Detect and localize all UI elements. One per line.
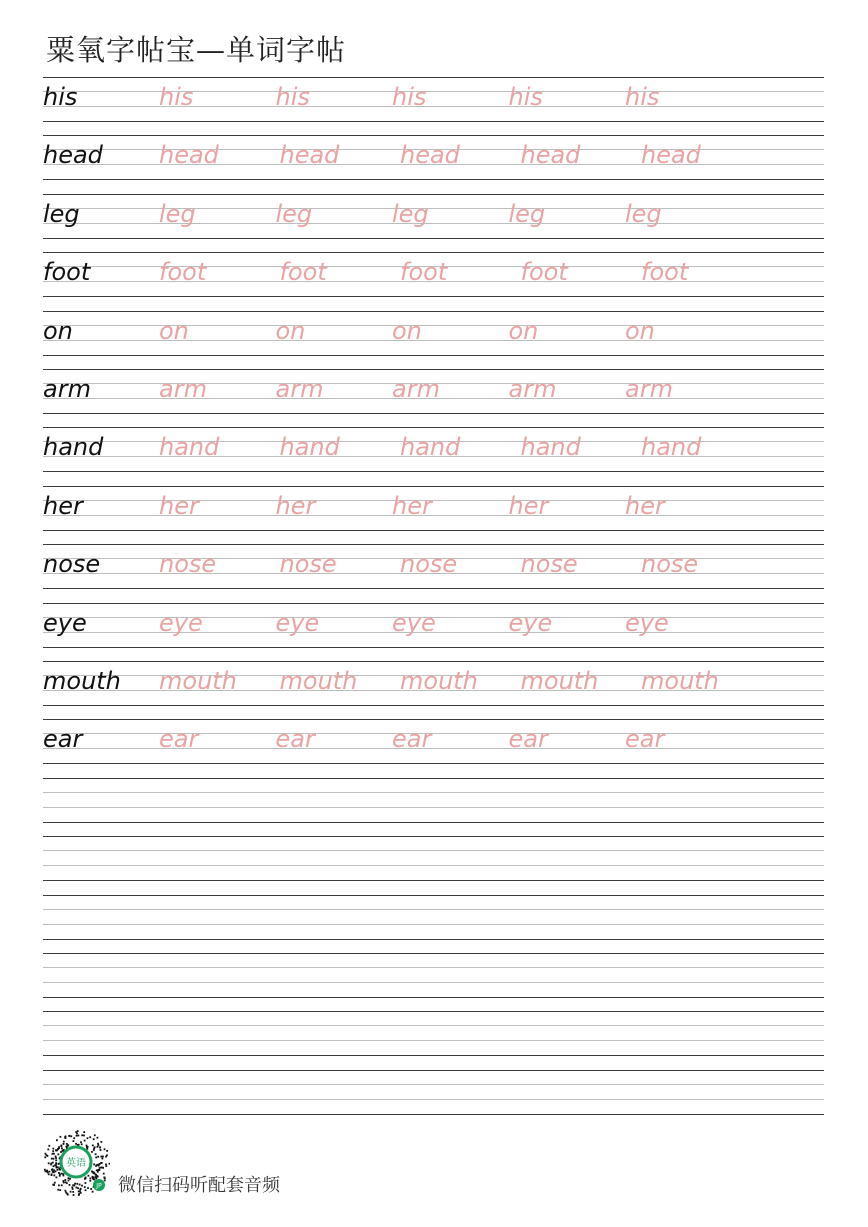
ruled-line: [43, 778, 824, 779]
ruled-line: [43, 588, 824, 589]
trace-word: leg: [508, 199, 546, 228]
trace-word: on: [625, 316, 655, 345]
ruled-line: [43, 296, 824, 297]
ruled-line: [43, 939, 824, 940]
trace-word: head: [400, 141, 460, 170]
footer-text: 微信扫码听配套音频: [118, 1175, 280, 1196]
trace-word: nose: [159, 550, 217, 579]
trace-word: hand: [400, 433, 461, 462]
model-word: eye: [43, 608, 87, 637]
ruled-line: [43, 179, 824, 180]
trace-word: ear: [275, 725, 315, 754]
empty-row: [43, 778, 824, 823]
trace-word: on: [159, 316, 189, 345]
ruled-line: [43, 836, 824, 837]
ruled-line: [43, 544, 824, 545]
model-word: head: [43, 141, 103, 170]
ruled-line: [43, 792, 824, 793]
ruled-line: [43, 850, 824, 851]
trace-word: on: [508, 316, 539, 345]
word-row: [43, 135, 824, 180]
trace-word: arm: [508, 375, 557, 403]
trace-word: eye: [508, 608, 553, 637]
word-row: [43, 661, 824, 706]
trace-word: head: [279, 141, 340, 170]
trace-word: ear: [508, 725, 548, 754]
ruled-line: [43, 1114, 824, 1115]
trace-word: nose: [641, 550, 699, 579]
ruled-line: [43, 1040, 824, 1041]
ruled-line: [43, 603, 824, 604]
ruled-line: [43, 413, 824, 414]
ruled-line: [43, 252, 824, 253]
ruled-line: [43, 880, 824, 881]
badge-label: 英语: [66, 1158, 86, 1169]
ruled-line: [43, 1025, 824, 1026]
model-word: foot: [43, 258, 91, 287]
model-word: mouth: [43, 667, 121, 695]
word-row: [43, 369, 824, 414]
ruled-line: [43, 997, 824, 998]
trace-word: leg: [392, 199, 429, 228]
ruled-line: [43, 953, 824, 954]
trace-word: leg: [275, 199, 313, 228]
trace-word: head: [641, 141, 701, 170]
model-word: arm: [43, 375, 91, 403]
trace-word: leg: [159, 199, 196, 228]
trace-word: arm: [392, 375, 440, 403]
word-row: [43, 544, 824, 589]
ruled-line: [43, 471, 824, 472]
word-row: [43, 603, 824, 648]
empty-row: [43, 836, 824, 881]
ruled-line: [43, 1055, 824, 1056]
model-word: her: [43, 491, 83, 520]
trace-word: leg: [625, 199, 662, 228]
empty-row: [43, 1070, 824, 1115]
trace-word: his: [625, 83, 660, 111]
trace-word: ear: [159, 725, 199, 754]
ruled-line: [43, 924, 824, 925]
trace-word: her: [392, 491, 432, 520]
trace-word: foot: [520, 258, 568, 287]
model-word: his: [43, 83, 78, 111]
ruled-line: [43, 77, 824, 78]
trace-word: arm: [159, 375, 207, 403]
ruled-line: [43, 486, 824, 487]
trace-word: mouth: [159, 667, 237, 695]
ruled-line: [43, 705, 824, 706]
trace-word: eye: [392, 608, 436, 637]
model-word: on: [43, 316, 73, 345]
model-word: hand: [43, 433, 104, 462]
trace-word: foot: [641, 258, 689, 287]
footer: [42, 1128, 442, 1198]
ruled-line: [43, 967, 824, 968]
ruled-line: [43, 238, 824, 239]
ruled-line: [43, 121, 824, 122]
ruled-line: [43, 194, 824, 195]
ruled-line: [43, 719, 824, 720]
trace-word: hand: [159, 433, 220, 462]
model-word: leg: [43, 199, 80, 228]
ruled-line: [43, 135, 824, 136]
trace-word: arm: [275, 375, 324, 403]
empty-row: [43, 1011, 824, 1056]
ruled-line: [43, 1084, 824, 1085]
badge-small-label: JP: [96, 1182, 102, 1190]
trace-word: ear: [392, 725, 432, 754]
ruled-line: [43, 311, 824, 312]
trace-word: ear: [625, 725, 665, 754]
trace-word: foot: [159, 258, 207, 287]
trace-word: his: [159, 83, 194, 111]
trace-word: foot: [279, 258, 327, 287]
trace-word: nose: [520, 550, 578, 579]
ruled-line: [43, 807, 824, 808]
trace-word: hand: [520, 433, 581, 462]
trace-word: her: [275, 491, 316, 520]
ruled-line: [43, 909, 824, 910]
model-word: nose: [43, 550, 101, 579]
ruled-line: [43, 1099, 824, 1100]
ruled-line: [43, 895, 824, 896]
trace-word: on: [392, 316, 422, 345]
empty-row: [43, 895, 824, 940]
page-title: 粟氧字帖宝—单词字帖: [46, 33, 347, 67]
trace-word: hand: [279, 433, 340, 462]
ruled-line: [43, 1011, 824, 1012]
ruled-line: [43, 369, 824, 370]
trace-word: mouth: [279, 667, 358, 695]
trace-word: her: [159, 491, 199, 520]
ruled-line: [43, 427, 824, 428]
ruled-line: [43, 982, 824, 983]
trace-word: eye: [275, 608, 320, 637]
trace-word: eye: [625, 608, 669, 637]
empty-row: [43, 953, 824, 998]
word-row: [43, 77, 824, 122]
ruled-line: [43, 1070, 824, 1071]
trace-word: foot: [400, 258, 448, 287]
ruled-line: [43, 355, 824, 356]
trace-word: head: [159, 141, 219, 170]
trace-word: mouth: [520, 667, 599, 695]
trace-word: her: [508, 491, 549, 520]
trace-word: his: [392, 83, 427, 111]
word-row: [43, 427, 824, 472]
ruled-line: [43, 647, 824, 648]
ruled-line: [43, 530, 824, 531]
qr-code-icon[interactable]: [42, 1128, 110, 1196]
trace-word: on: [275, 316, 306, 345]
trace-word: arm: [625, 375, 673, 403]
ruled-line: [43, 865, 824, 866]
ruled-line: [43, 822, 824, 823]
word-row: [43, 252, 824, 297]
word-row: [43, 311, 824, 356]
trace-word: head: [520, 141, 581, 170]
word-row: [43, 719, 824, 764]
trace-word: hand: [641, 433, 702, 462]
trace-word: nose: [279, 550, 337, 579]
trace-word: her: [625, 491, 665, 520]
trace-word: nose: [400, 550, 458, 579]
word-row: [43, 194, 824, 239]
ruled-line: [43, 763, 824, 764]
trace-word: mouth: [641, 667, 719, 695]
word-row: [43, 486, 824, 531]
trace-word: mouth: [400, 667, 478, 695]
handwriting-sheet: [43, 77, 824, 1117]
trace-word: eye: [159, 608, 203, 637]
trace-word: his: [508, 83, 543, 111]
ruled-line: [43, 661, 824, 662]
model-word: ear: [43, 725, 83, 754]
trace-word: his: [275, 83, 310, 111]
